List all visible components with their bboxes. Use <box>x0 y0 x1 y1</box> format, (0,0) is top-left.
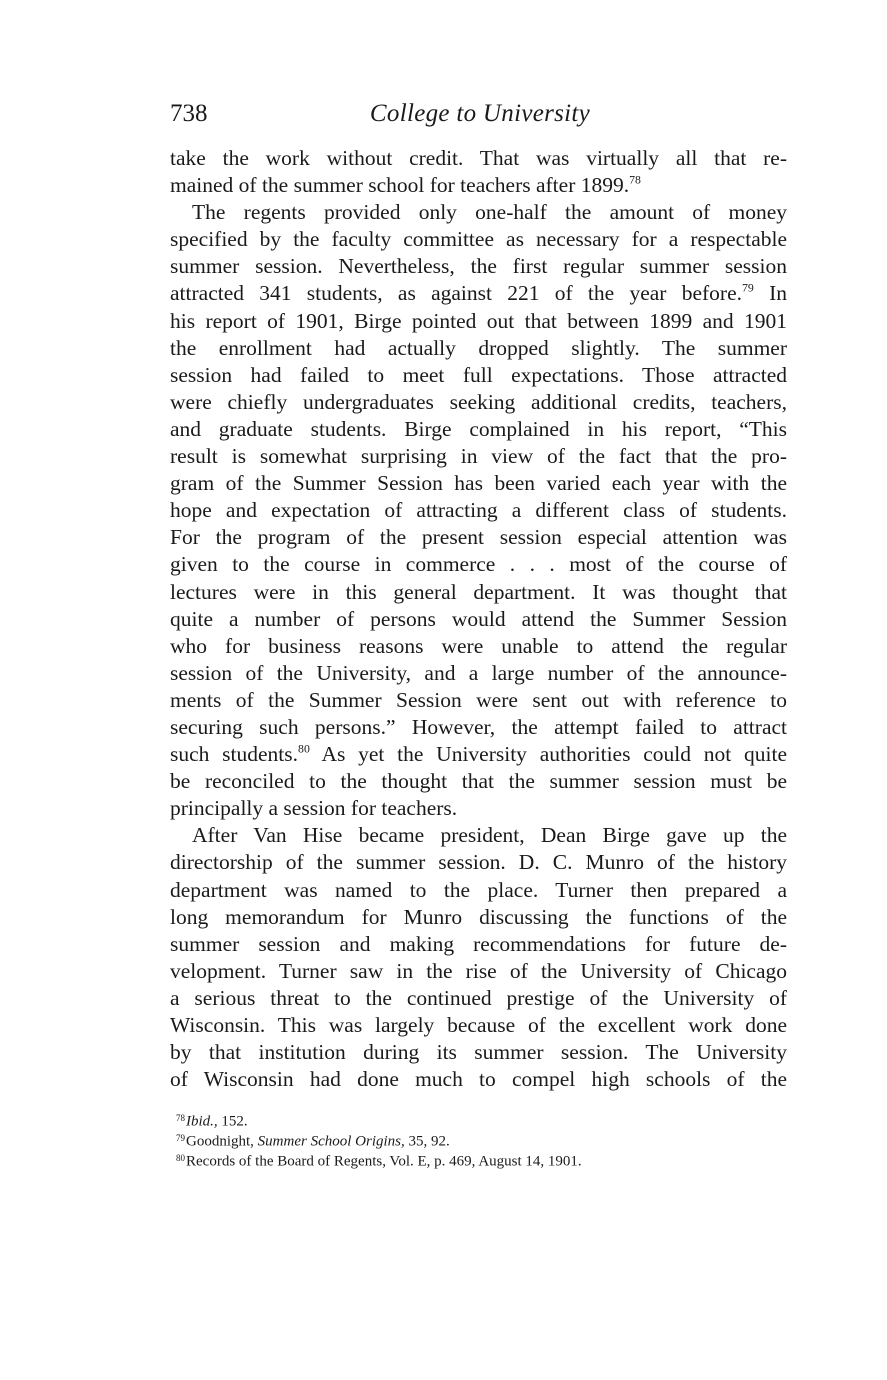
footnote: $^{79}$Goodnight, Summer School Origins, 35, 92. <box>176 1133 450 1150</box>
text-line: session of the University, and a large number of the announce- <box>170 660 787 685</box>
page-number: 738 <box>170 100 208 127</box>
text-line: by that institution during its summer session. The University <box>170 1040 787 1065</box>
text-line: hope and expectation of attracting a different class of students. <box>170 498 787 523</box>
text-line: For the program of the present session especial attention was <box>170 525 787 550</box>
text-line: who for business reasons were unable to attend the regular <box>170 633 787 658</box>
text-line: mained of the summer school for teachers after 1899.78 <box>170 172 641 198</box>
text-line: such students.$^{80}$ As yet the University authorities could not quite <box>170 741 787 767</box>
text-line: directorship of the summer session. D. C. Munro of the history <box>170 850 787 875</box>
footnote: $^{80}$Records of the Board of Regents, Vol. E, p. 469, August 14, 1901. <box>176 1153 582 1170</box>
footnote-ref: 78 <box>629 172 641 187</box>
text-line: After Van Hise became president, Dean Birge gave up the <box>192 823 787 848</box>
text-line: take the work without credit. That was virtually all that re- <box>170 146 787 170</box>
text-line: principally a session for teachers. <box>170 796 458 821</box>
text-line: the enrollment had actually dropped slightly. The summer <box>170 335 787 360</box>
text-line: and graduate students. Birge complained in his report, “This <box>170 416 787 441</box>
text-line: velopment. Turner saw in the rise of the University of Chicago <box>170 958 787 983</box>
text-line: specified by the faculty committee as necessary for a respectable <box>170 227 787 252</box>
text-line: be reconciled to the thought that the summer session must be <box>170 769 787 794</box>
footnote-ref: 80 <box>298 741 310 756</box>
text-line: securing such persons.” However, the attempt failed to attract <box>170 714 787 739</box>
text-line: The regents provided only one-half the amount of money <box>192 200 787 225</box>
text-line: gram of the Summer Session has been varied each year with the <box>170 471 787 496</box>
text-line: lectures were in this general department. It was thought that <box>170 579 787 604</box>
text-line: given to the course in commerce . . . most of the course of <box>170 552 787 577</box>
text-line: of Wisconsin had done much to compel high schools of the <box>170 1067 787 1092</box>
footnote-ref: 79 <box>742 281 754 296</box>
footnote-mark: 78 <box>176 1113 185 1123</box>
text-line: summer session. Nevertheless, the first regular summer session <box>170 254 787 279</box>
footnotes <box>170 1108 787 1168</box>
text-line: ments of the Summer Session were sent out with reference to <box>170 687 787 712</box>
text-line: session had failed to meet full expectations. Those attracted <box>170 362 787 387</box>
page-header <box>170 100 790 136</box>
text-line: long memorandum for Munro discussing the functions of the <box>170 904 787 929</box>
text-line: a serious threat to the continued prestige of the University of <box>170 985 787 1010</box>
text-line: department was named to the place. Turner then prepared a <box>170 877 787 902</box>
text-line: summer session and making recommendations for future de- <box>170 931 787 956</box>
footnote-mark: 79 <box>176 1133 185 1143</box>
text-line: his report of 1901, Birge pointed out that between 1899 and 1901 <box>170 308 787 333</box>
text-line: were chiefly undergraduates seeking additional credits, teachers, <box>170 389 787 414</box>
footnote-mark: 80 <box>176 1153 185 1163</box>
text-line: Wisconsin. This was largely because of the excellent work done <box>170 1013 787 1037</box>
text-line: quite a number of persons would attend the Summer Session <box>170 606 787 631</box>
body-text <box>170 145 787 1093</box>
footnote: $^{78}$Ibid., 152. <box>176 1113 248 1130</box>
running-title: College to University <box>369 100 591 127</box>
text-line: attracted 341 students, as against 221 of the year before.$^{79}$ In <box>170 281 787 306</box>
text-line: result is somewhat surprising in view of the fact that the pro- <box>170 444 787 469</box>
